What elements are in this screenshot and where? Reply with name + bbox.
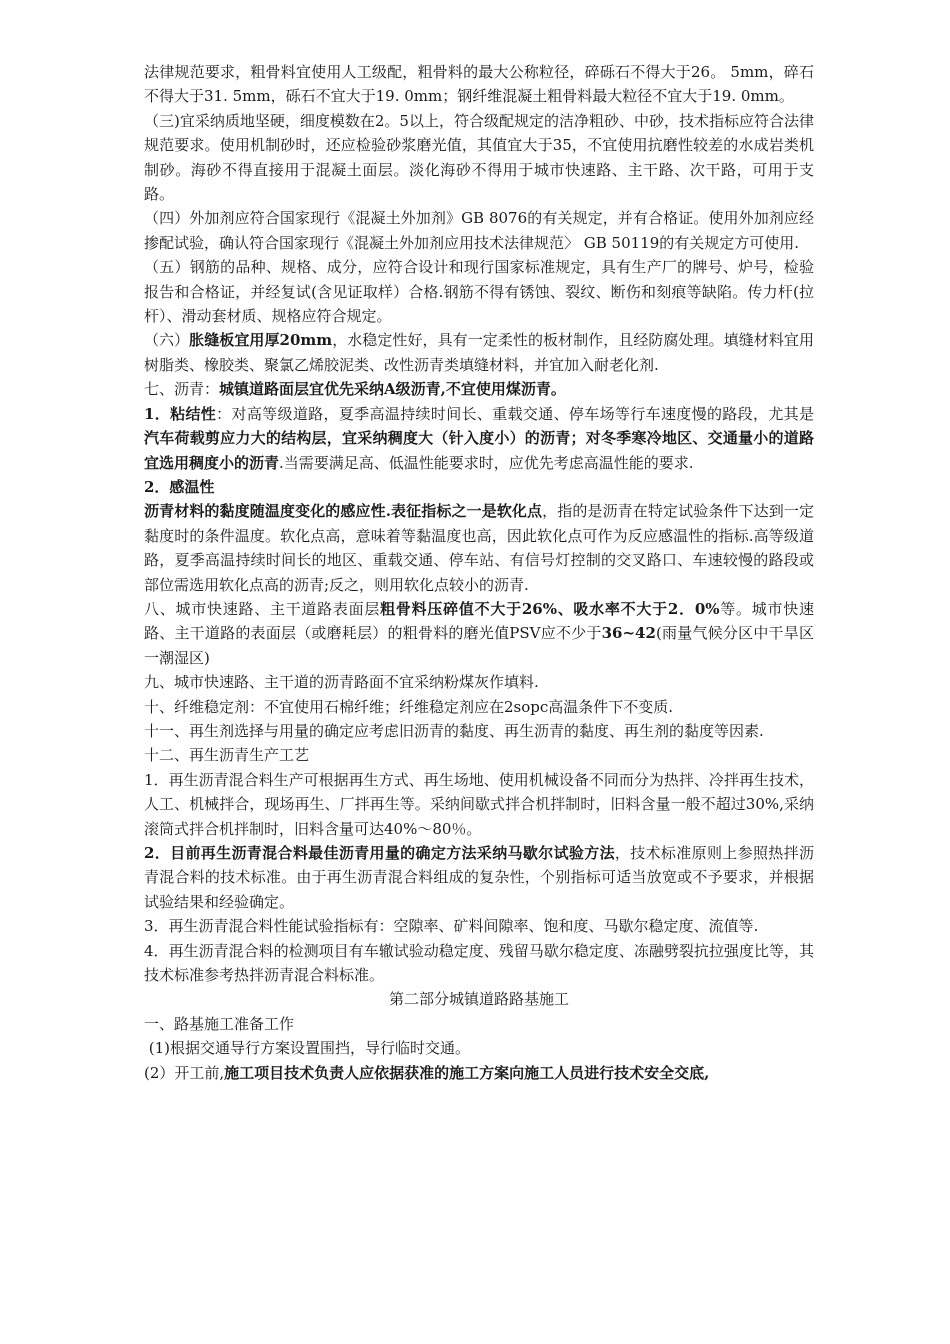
paragraph	[144, 719, 814, 743]
bold-text-segment: 36~42	[601, 624, 656, 643]
text-segment: 第二部分城镇道路路基施工	[388, 990, 569, 1009]
text-segment: 3．再生沥青混合料性能试验指标有：空隙率、矿料间隙率、饱和度、马歇尔稳定度、流值等.	[144, 917, 759, 936]
section-heading	[144, 987, 814, 1011]
text-segment: 八、城市快速路、主干道路表面层	[144, 599, 381, 618]
text-segment: ：对高等级道路，夏季高温持续时间长、重载交通、停车场等行车速度慢的路段，尤其是	[216, 404, 815, 423]
bold-text-segment: 沥青材料的黏度随温度变化的感应性.表征指标之一是软化点	[144, 502, 543, 521]
bold-text-segment: 2．感温性	[144, 477, 215, 496]
paragraph	[144, 328, 814, 377]
text-segment: 4．再生沥青混合料的检测项目有车辙试验动稳定度、残留马歇尔稳定度、冻融劈裂抗拉强度比等，其技术标准参考热拌沥青混合料标准。	[144, 941, 814, 985]
text-segment: (雨量气候分区中干旱区一潮湿区)	[144, 624, 814, 667]
paragraph	[144, 109, 814, 207]
paragraph	[144, 206, 814, 255]
text-segment: （四）外加剂应符合国家现行《混凝土外加剂》GB 8076的有关规定，并有合格证。使用外加剂应经掺配试验，确认符合国家现行《混凝土外加剂应用技术法律规范〉 GB 50119的有关规定方可使用.	[144, 209, 814, 252]
bold-text-segment: 粗骨料压碎值不大于26%、吸水率不大于2．0%	[380, 599, 720, 618]
text-segment: ，水稳定性好，具有一定柔性的板材制作，且经防腐处理。填缝材料宜用树脂类、橡胶类、聚氯乙烯胶泥类、改性沥青类填缝材料，并宜加入耐老化剂.	[144, 331, 814, 374]
text-segment: 十二、再生沥青生产工艺	[144, 746, 310, 765]
paragraph	[144, 695, 814, 719]
paragraph	[144, 1061, 814, 1085]
text-segment: 十一、再生剂选择与用量的确定应考虑旧沥青的黏度、再生沥青的黏度、再生剂的黏度等因素.	[144, 721, 764, 740]
text-segment: ，指的是沥青在特定试验条件下达到一定黏度时的条件温度。软化点高，意味着等黏温度也高，因此软化点可作为反应感温性的指标.高等级道路，夏季高温持续时间长的地区、重载交通、停车站、有信号灯控制的交叉路口、车速较慢的路段或部位需选用软化点高的沥青;反之，则用软化点较小的沥青.	[144, 502, 814, 594]
bold-text-segment: 施工项目技术负责人应依据获准的施工方案向施工人员进行技术安全交底,	[224, 1063, 710, 1082]
text-segment: 一、路基施工准备工作	[144, 1014, 295, 1033]
paragraph	[144, 1012, 814, 1036]
paragraph	[144, 597, 814, 670]
text-segment: 法律规范要求，粗骨料宜使用人工级配，粗骨料的最大公称粒径，碎砾石不得大于26。 5mm，碎石不得大于31. 5mm，砾石不宜大于19. 0mm；钢纤维混凝土粗骨料最大粒径不宜大于19. 0mm。	[144, 63, 814, 106]
bold-text-segment: 1．粘结性	[144, 404, 217, 423]
paragraph	[144, 1036, 814, 1060]
text-segment: 九、城市快速路、主干道的沥青路面不宜采纳粉煤灰作填料.	[144, 673, 539, 692]
text-segment: （五）钢筋的品种、规格、成分，应符合设计和现行国家标准规定，具有生产厂的牌号、炉号，检验报告和合格证，并经复试(含见证取样）合格.钢筋不得有锈蚀、裂纹、断伤和刻痕等缺陷。传力杆(拉杆）、滑动套材质、规格应符合规定。	[144, 258, 814, 326]
paragraph	[144, 768, 814, 841]
text-segment: 七、沥青：	[144, 380, 220, 399]
paragraph	[144, 743, 814, 767]
paragraph	[144, 377, 814, 401]
text-segment: （六）	[144, 331, 190, 350]
paragraph	[144, 475, 814, 499]
text-segment: 1．再生沥青混合料生产可根据再生方式、再生场地、使用机械设备不同而分为热拌、冷拌再生技术，人工、机械拌合，现场再生、厂拌再生等。采纳间歇式拌合机拌制时，旧料含量一般不超过30%,采纳滚筒式拌合机拌制时，旧料含量可达40%～80％。	[144, 770, 814, 838]
document-body	[144, 60, 814, 1085]
text-segment: 十、纤维稳定剂：不宜使用石棉纤维；纤维稳定剂应在2sopc高温条件下不变质.	[144, 697, 674, 716]
paragraph	[144, 402, 814, 475]
paragraph	[144, 60, 814, 109]
text-segment: (2）开工前,	[144, 1063, 225, 1082]
bold-text-segment: 2．目前再生沥青混合料最佳沥青用量的确定方法采纳马歇尔试验方法	[144, 844, 615, 862]
paragraph	[144, 841, 814, 914]
paragraph	[144, 255, 814, 328]
bold-text-segment: 城镇道路面层宜优先采纳A级沥青,不宜使用煤沥青。	[219, 380, 566, 399]
text-segment: 等。城市快速路、主干道路的表面层（或磨耗层）的粗骨料的磨光值PSV应不少于	[144, 599, 814, 643]
text-segment: ，技术标准原则上参照热拌沥青混合料的技术标准。由于再生沥青混合料组成的复杂性，个别指标可适当放宽或不予要求，并根据试验结果和经验确定。	[144, 844, 814, 911]
bold-text-segment: 胀缝板宜用厚20mm	[189, 331, 333, 350]
paragraph	[144, 670, 814, 694]
text-segment: （三)宜采纳质地坚硬，细度模数在2。5以上，符合级配规定的洁净粗砂、中砂，技术指标应符合法律规范要求。使用机制砂时，还应检验砂浆磨光值，其值宜大于35，不宜使用抗磨性较差的水成岩类机制砂。海砂不得直接用于混凝土面层。淡化海砂不得用于城市快速路、主干路、次干路，可用于支路。	[144, 111, 814, 204]
paragraph	[144, 499, 814, 597]
bold-text-segment: 汽车荷载剪应力大的结构层，宜采纳稠度大（针入度小）的沥青；对冬季寒冷地区、交通量小的道路宜选用稠度小的沥青	[144, 429, 814, 472]
text-segment: (1)根据交通导行方案设置围挡，导行临时交通。	[144, 1039, 471, 1058]
text-segment: .当需要满足高、低温性能要求时，应优先考虑高温性能的要求.	[279, 453, 694, 472]
paragraph	[144, 939, 814, 988]
paragraph	[144, 914, 814, 938]
